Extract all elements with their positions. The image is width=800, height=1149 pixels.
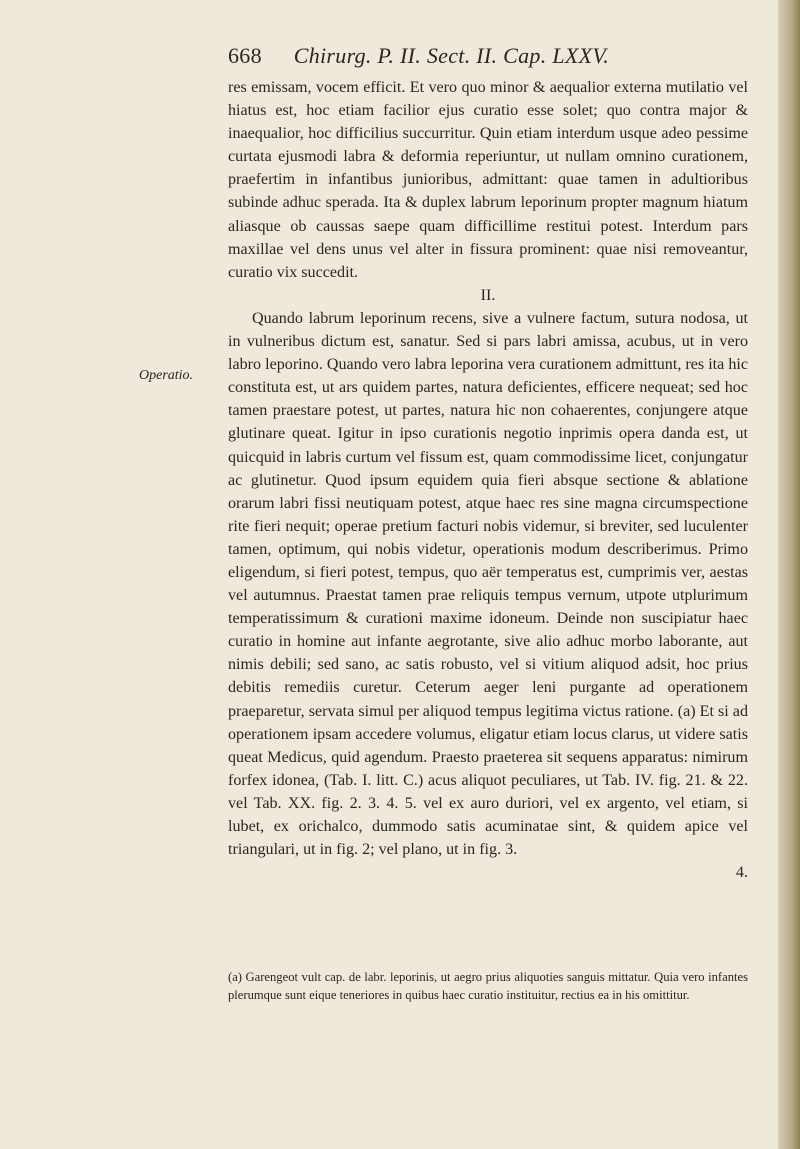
margin-note: Operatio.	[139, 368, 194, 383]
paragraph-1: res emissam, vocem efficit. Et vero quo minor & aequalior externa mutilatio vel hiatus est, hoc etiam facilior ejus curatio esse solet; quo contra major & inaequalior, hoc difficilius succurritur. Quin etiam interdum usque adeo pessime curtata ejusmodi labra & deformia reperiuntur, ut nullam omnino curationem, praefertim in infantibus junioribus, admittant: quae tamen in adultioribus subinde adhuc sperada. Ita & duplex labrum leporinum propter magnum hiatum aliasque ob caussas saepe quam difficillime restitui potest. Interdum pars maxillae vel dens unus vel alter in fissura prominent: quae nisi removeantur, curatio vix succedit.	[228, 79, 748, 281]
footnote	[228, 968, 748, 1004]
running-title: Chirurg. P. II. Sect. II. Cap. LXXV.	[293, 43, 610, 68]
section-number: II.	[480, 286, 496, 304]
catchword: 4.	[735, 864, 748, 882]
page-edge	[778, 0, 800, 1149]
paragraph-2: Quando labrum leporinum recens, sive a vulnere factum, sutura nodosa, ut in vulneribus dictum est, sanatur. Sed si pars labri amissa, acubus, ut in vero labro leporino. Quando vero labra leporina vera curationem admittunt, res ita hic constituta est, ut ars quidem partes, natura deficientes, efficere nequeat; sed hoc tamen praestare potest, ut partes, natura hic non cohaerentes, conjungere atque glutinare queat. Igitur in ipso curationis negotio inprimis opera danda est, ut quicquid in labris curtum vel fissum est, quam commodissime licet, conjungatur ac glutinetur. Quod ipsum equidem quia fieri absque sectione & ablatione orarum labri fissi neutiquam potest, atque haec res sine magna circumspectione rite fieri nequit; operae pretium facturi nobis videmur, si breviter, sed luculenter tamen, optimum, qui nobis videtur, operationis modum describerimus. Primo eligendum, si fieri potest, tempus, quo aër temperatus est, cumprimis ver, aestas vel autumnus. Praestat tamen prae reliquis tempus vernum, utpote utplurimum temperatissimum & curationi maxime idoneum. Deinde non suscipiatur haec curatio in homine aut infante aegrotante, sive alio adhuc morbo laborante, aut nimis debili; sed sano, ac satis robusto, vel si vitium aliquod adsit, hoc prius debitis remediis curetur. Ceterum aeger leni purgante ad operationem praeparetur, servata simul per aliquod tempus legitima victus ratione. (a) Et si ad operationem ipsam accedere volumus, eligatur etiam locus clarus, ut videre satis queat Medicus, quid agendum. Praesto praeterea sit sequens apparatus: nimirum forfex idonea, (Tab. I. litt. C.) acus aliquot peculiares, ut Tab. IV. fig. 21. & 22. vel Tab. XX. fig. 2. 3. 4. 5. vel ex auro duriori, vel ex argento, vel etiam, si lubet, ex orichalco, dummodo satis acuminatae sint, & quidem apice vel triangulari, ut in fig. 2; vel plano, ut in fig. 3.	[228, 309, 748, 859]
running-header	[228, 43, 748, 69]
body-text	[228, 72, 748, 884]
page-number: 668	[228, 43, 262, 68]
footnote-text: (a) Garengeot vult cap. de labr. leporinis, ut aegro prius aliquoties sanguis mittatur. Quia vero infantes plerumque sunt eique teneriores in quibus haec curatio instituitur, rectius ea in his omittitur.	[228, 970, 748, 1002]
